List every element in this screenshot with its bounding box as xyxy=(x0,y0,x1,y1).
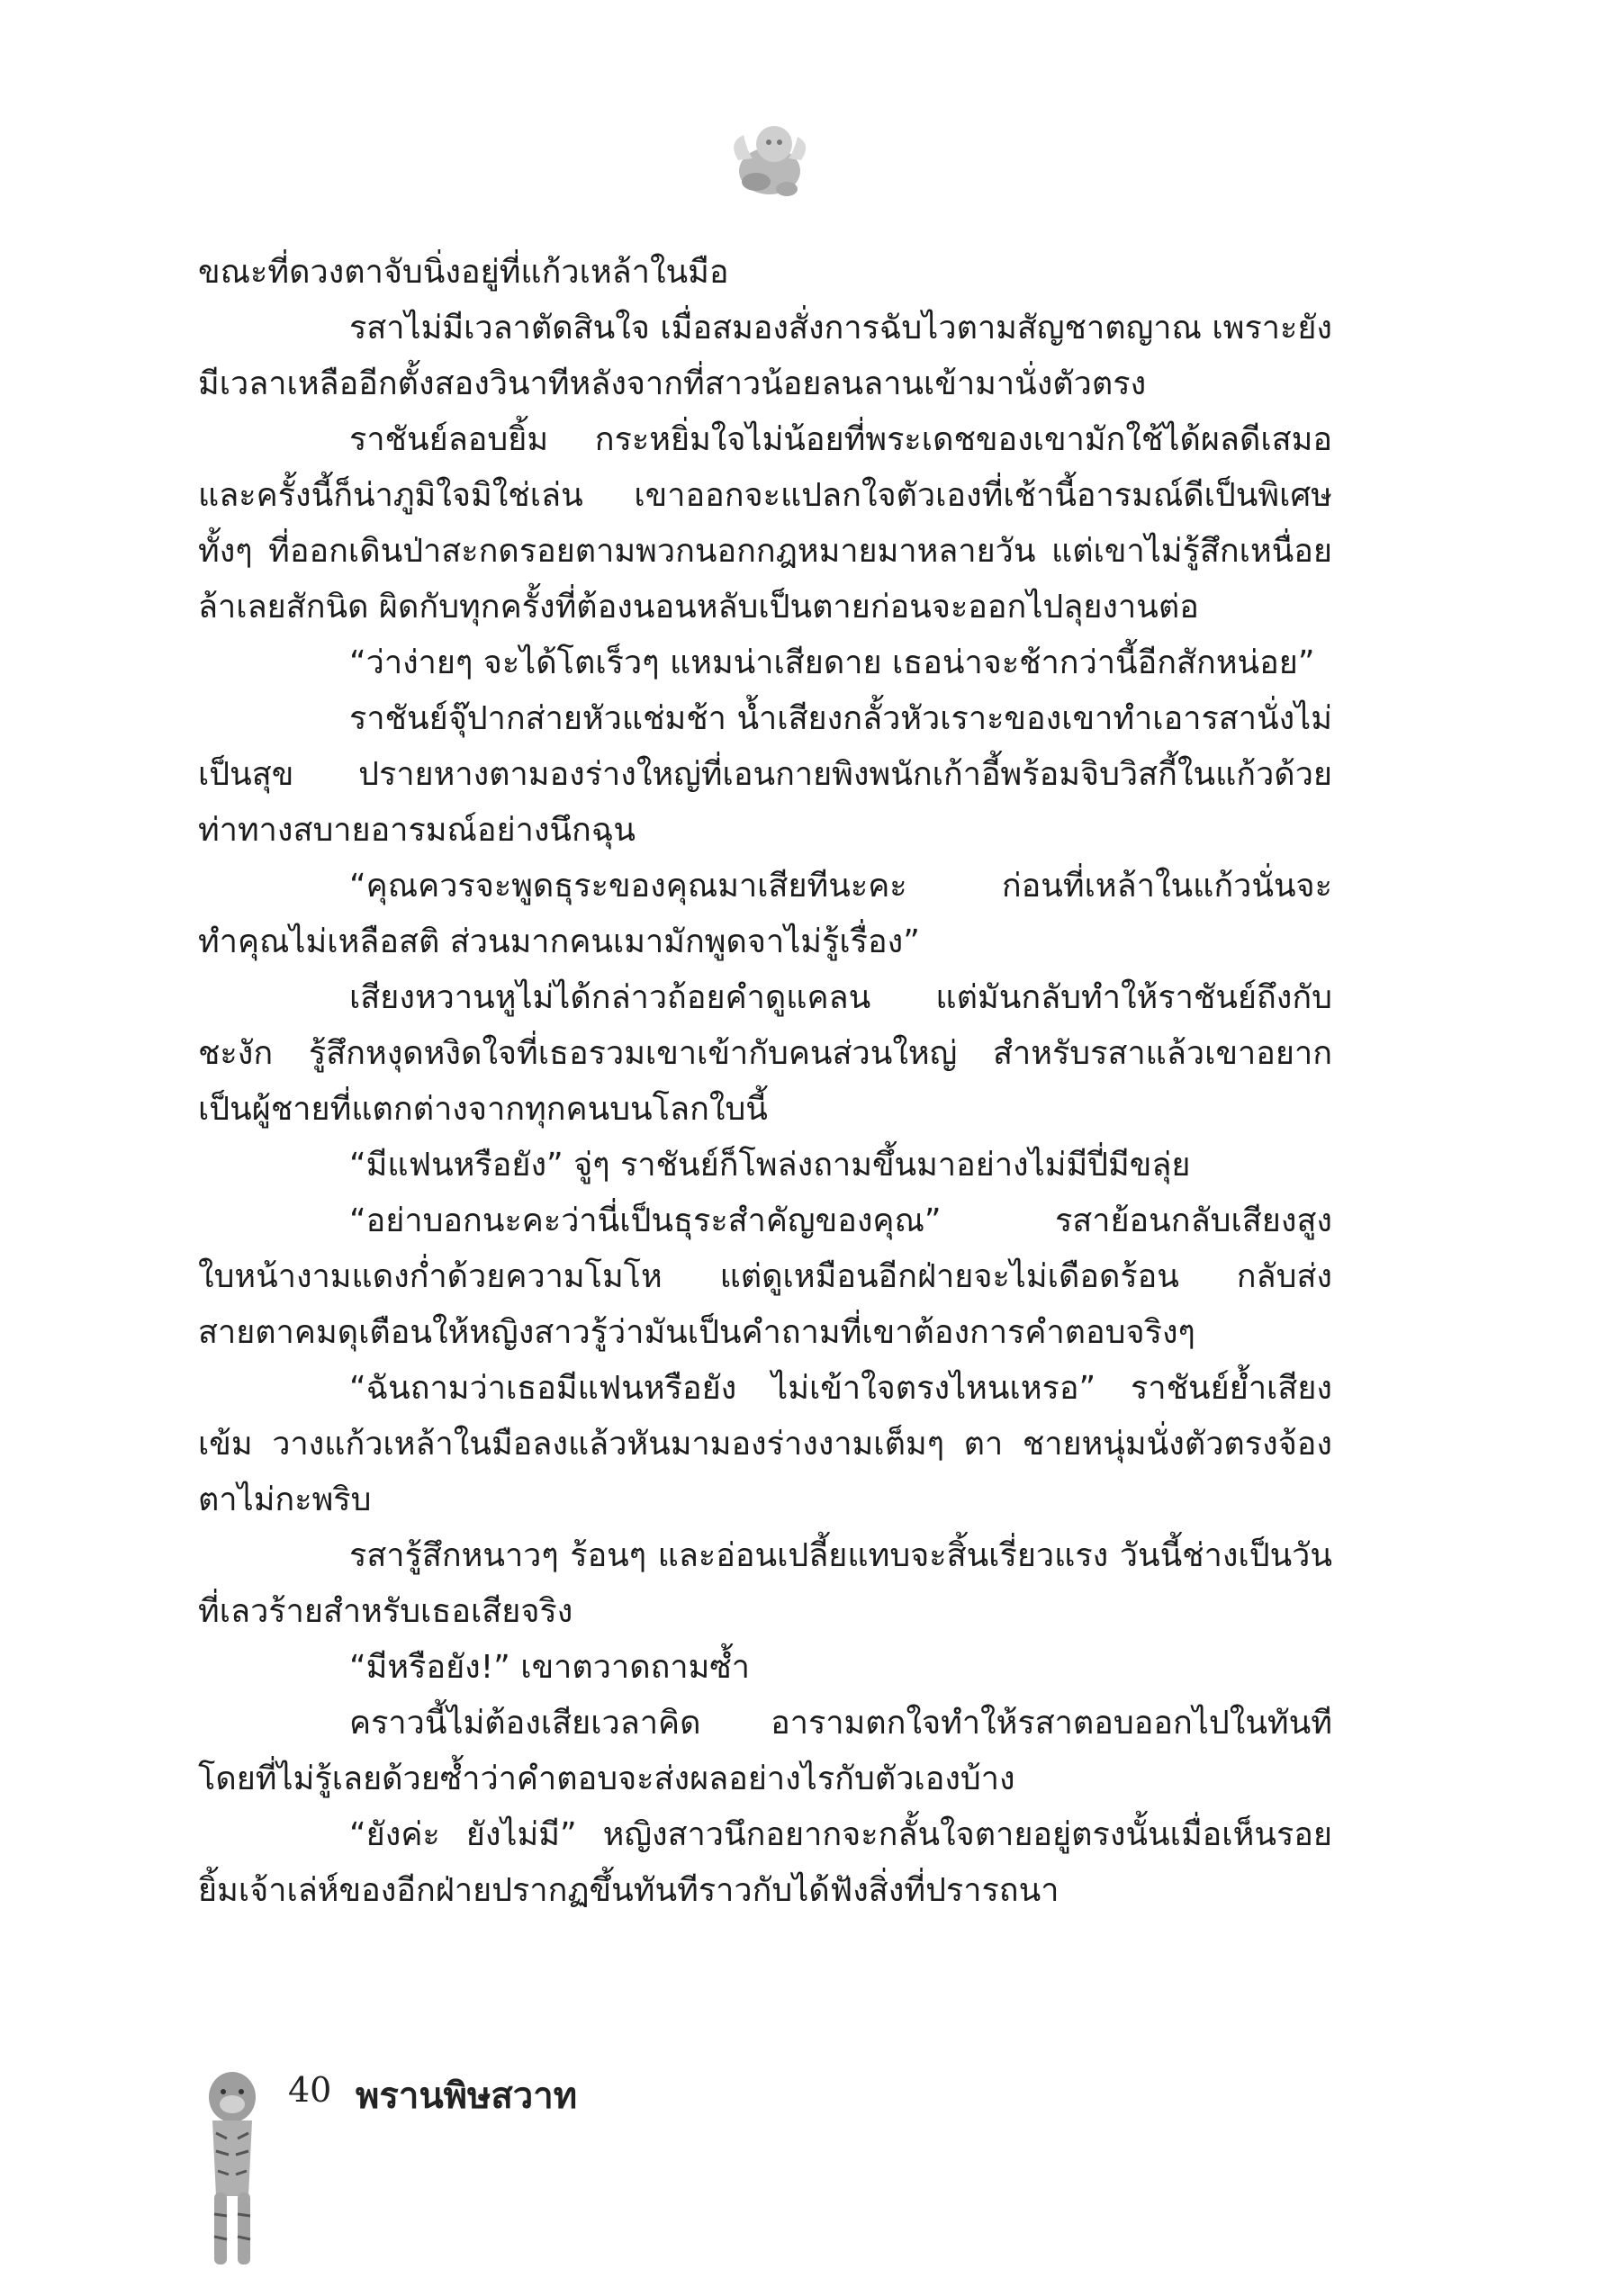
paragraph: “ยังค่ะ ยังไม่มี” หญิงสาวนึกอยากจะกลั้นใจตายอยู่ตรงนั้นเมื่อเห็นรอยยิ้มเจ้าเล่ห์ของอีกฝ่ายปรากฏขึ้นทันทีราวกับได้ฟังสิ่งที่ปรารถนา xyxy=(198,1816,1332,1909)
paragraph: “คุณควรจะพูดธุระของคุณมาเสียทีนะคะ ก่อนที่เหล้าในแก้วนั่นจะทำคุณไม่เหลือสติ ส่วนมากคนเมามักพูดจาไม่รู้เรื่อง” xyxy=(198,868,1332,960)
paragraph: “ว่าง่ายๆ จะได้โตเร็วๆ แหมน่าเสียดาย เธอน่าจะช้ากว่านี้อีกสักหน่อย” xyxy=(349,644,1315,681)
paragraph: คราวนี้ไม่ต้องเสียเวลาคิด อารามตกใจทำให้รสาตอบออกไปในทันทีโดยที่ไม่รู้เลยด้วยซ้ำว่าคำตอบจะส่งผลอย่างไรกับตัวเองบ้าง xyxy=(198,1705,1332,1797)
paragraph: ราชันย์ลอบยิ้ม กระหยิ่มใจไม่น้อยที่พระเดชของเขามักใช้ได้ผลดีเสมอ และครั้งนี้ก็น่าภูมิใจมิใช่เล่น เขาออกจะแปลกใจตัวเองที่เช้านี้อารมณ์ดีเป็นพิเศษ ทั้งๆ ที่ออกเดินป่าสะกดรอยตามพวกนอกกฎหมายมาหลายวัน แต่เขาไม่รู้สึกเหนื่อยล้าเลยสักนิด ผิดกับทุกครั้งที่ต้องนอนหลับเป็นตายก่อนจะออกไปลุยงานต่อ xyxy=(198,421,1332,626)
page-number: 40 xyxy=(288,2070,332,2110)
book-title: พรานพิษสวาท xyxy=(356,2075,578,2117)
paragraph: เสียงหวานหูไม่ได้กล่าวถ้อยคำดูแคลน แต่มันกลับทำให้ราชันย์ถึงกับชะงัก รู้สึกหงุดหงิดใจที่เธอรวมเขาเข้ากับคนส่วนใหญ่ สำหรับรสาแล้วเขาอยากเป็นผู้ชายที่แตกต่างจากทุกคนบนโลกใบนี้ xyxy=(198,979,1332,1128)
paragraph: “ฉันถามว่าเธอมีแฟนหรือยัง ไม่เข้าใจตรงไหนเหรอ” ราชันย์ย้ำเสียงเข้ม วางแก้วเหล้าในมือลงแล้วหันมามองร่างงามเต็มๆ ตา ชายหนุ่มนั่งตัวตรงจ้องตาไม่กะพริบ xyxy=(198,1370,1332,1518)
paragraph: ขณะที่ดวงตาจับนิ่งอยู่ที่แก้วเหล้าในมือ xyxy=(198,254,729,291)
paragraph: “มีแฟนหรือยัง” จู่ๆ ราชันย์ก็โพล่งถามขึ้นมาอย่างไม่มีปี่มีขลุ่ย xyxy=(349,1147,1191,1184)
paragraph: “มีหรือยัง!” เขาตวาดถามซ้ำ xyxy=(349,1649,750,1686)
paragraph: รสารู้สึกหนาวๆ ร้อนๆ และอ่อนเปลี้ยแทบจะสิ้นเรี่ยวแรง วันนี้ช่างเป็นวันที่เลวร้ายสำหรับเธอเสียจริง xyxy=(198,1537,1332,1630)
cherub-ornament-icon xyxy=(720,115,819,205)
paragraph: ราชันย์จุ๊ปากส่ายหัวแช่มช้า น้ำเสียงกลั้วหัวเราะของเขาทำเอารสานั่งไม่เป็นสุข ปรายหางตามองร่างใหญ่ที่เอนกายพิงพนักเก้าอี้พร้อมจิบวิสกี้ในแก้วด้วยท่าทางสบายอารมณ์อย่างนึกฉุน xyxy=(198,700,1332,849)
tiger-icon xyxy=(196,2061,268,2273)
paragraph: รสาไม่มีเวลาตัดสินใจ เมื่อสมองสั่งการฉับไวตามสัญชาตญาณ เพราะยังมีเวลาเหลืออีกตั้งสองวินาทีหลังจากที่สาวน้อยลนลานเข้ามานั่งตัวตรง xyxy=(198,310,1332,402)
paragraph: “อย่าบอกนะคะว่านี่เป็นธุระสำคัญของคุณ” รสาย้อนกลับเสียงสูง ใบหน้างามแดงก่ำด้วยความโมโห แต่ดูเหมือนอีกฝ่ายจะไม่เดือดร้อน กลับส่งสายตาคมดุเตือนให้หญิงสาวรู้ว่ามันเป็นคำถามที่เขาต้องการคำตอบจริงๆ xyxy=(198,1202,1332,1351)
body-text xyxy=(198,245,1332,1919)
